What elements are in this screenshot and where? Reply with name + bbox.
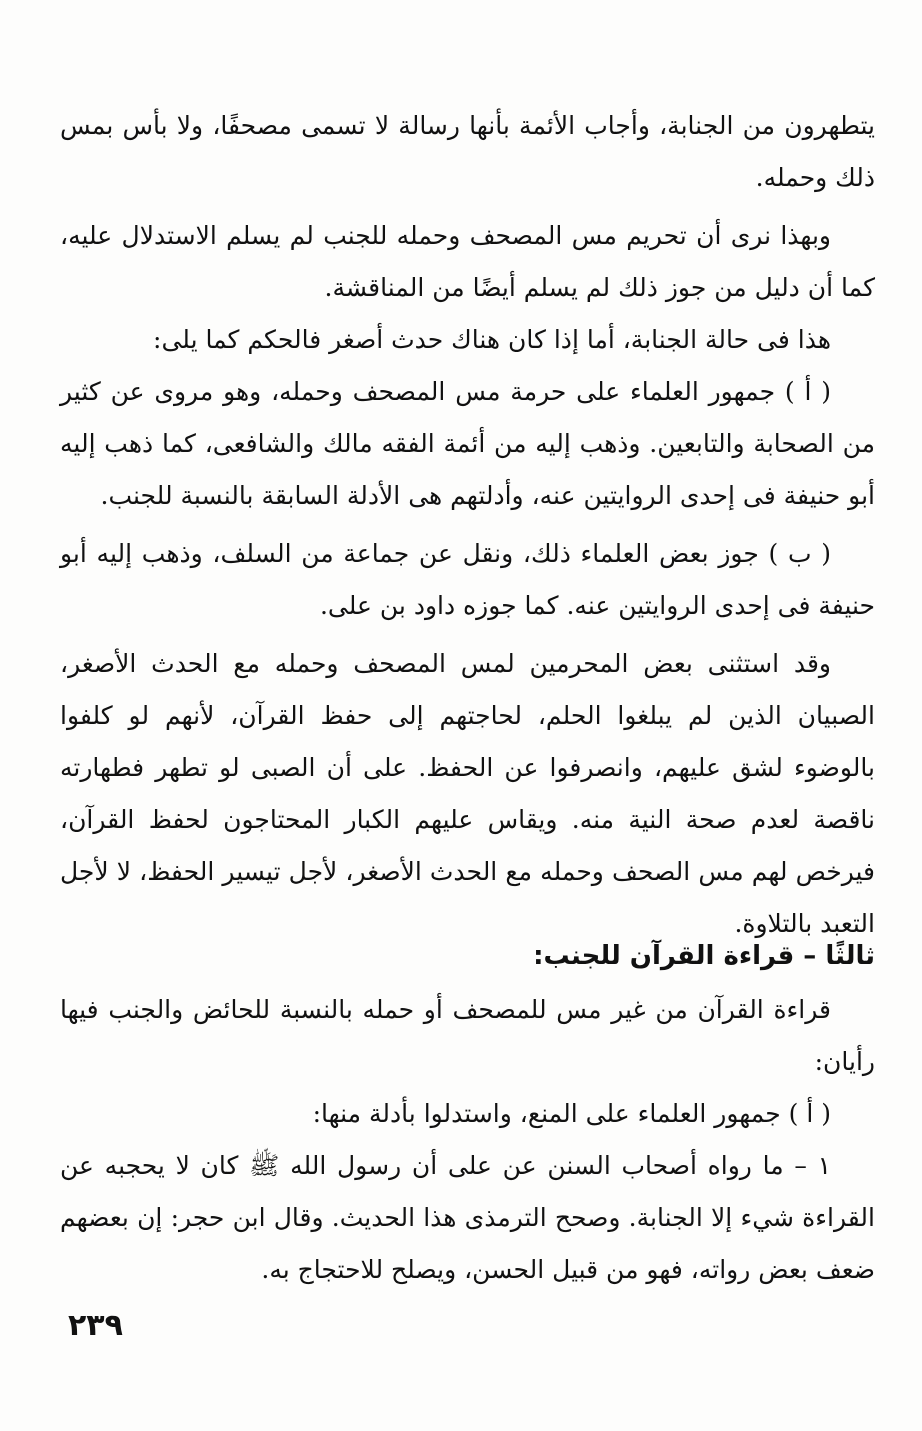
- section-heading-block: [60, 932, 875, 980]
- paragraph-6: وقد استثنى بعض المحرمين لمس المصحف وحمله مع الحدث الأصغر، الصبيان الذين لم يبلغوا الحلم، لحاجتهم إلى حفظ القرآن، لأنهم لو كلفوا بالوضوء لشق عليهم، وانصرفوا عن الحفظ. على أن الصبى لو تطهر فطهارته ناقصة لعدم صحة النية منه. ويقاس عليهم الكبار المحتاجون لحفظ القرآن، فيرخص لهم مس الصحف وحمله مع الحدث الأصغر، لأجل تيسير الحفظ، لا لأجل التعبد بالتلاوة.: [60, 649, 875, 938]
- paragraph-7: قراءة القرآن من غير مس للمصحف أو حمله بالنسبة للحائض والجنب فيها رأيان:: [60, 995, 875, 1076]
- paragraph-4: ( أ ) جمهور العلماء على حرمة مس المصحف وحمله، وهو مروى عن كثير من الصحابة والتابعين. وذهب إليه من أئمة الفقه مالك والشافعى، كما ذهب إليه أبو حنيفة فى إحدى الروايتين عنه، وأدلتهم هى الأدلة السابقة بالنسبة للجنب.: [60, 377, 875, 510]
- paragraph-9: ١ – ما رواه أصحاب السنن عن على أن رسول الله ﷺ كان لا يحجبه عن القراءة شيء إلا الجنابة. وصحح الترمذى هذا الحديث. وقال ابن حجر: إن بعضهم ضعف بعض رواته، فهو من قبيل الحسن، ويصلح للاحتجاج به.: [60, 1151, 875, 1284]
- body-text-bottom: [60, 984, 875, 1296]
- paragraph-2: وبهذا نرى أن تحريم مس المصحف وحمله للجنب لم يسلم الاستدلال عليه، كما أن دليل من جوز ذلك لم يسلم أيضًا من المناقشة.: [60, 221, 875, 302]
- section-heading: ثالثًا – قراءة القرآن للجنب:: [533, 941, 875, 971]
- page-number: ٢٣٩: [68, 1308, 123, 1343]
- body-text-top: [60, 100, 875, 950]
- paragraph-5: ( ب ) جوز بعض العلماء ذلك، ونقل عن جماعة من السلف، وذهب إليه أبو حنيفة فى إحدى الروايتين عنه. كما جوزه داود بن على.: [60, 539, 875, 620]
- paragraph-8: ( أ ) جمهور العلماء على المنع، واستدلوا بأدلة منها:: [312, 1099, 831, 1128]
- paragraph-3: هذا فى حالة الجنابة، أما إذا كان هناك حدث أصغر فالحكم كما يلى:: [153, 325, 831, 354]
- paragraph-1: يتطهرون من الجنابة، وأجاب الأئمة بأنها رسالة لا تسمى مصحفًا، ولا بأس بمس ذلك وحمله.: [60, 111, 875, 192]
